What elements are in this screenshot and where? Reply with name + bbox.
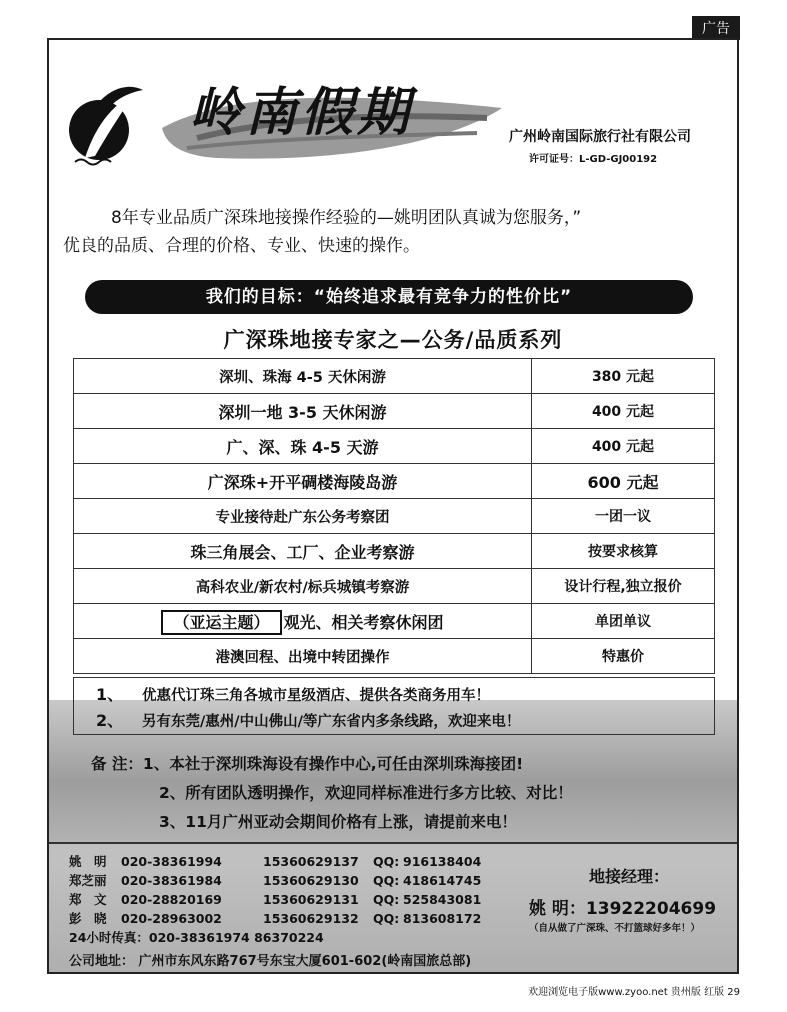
advertisement-frame [47,38,739,974]
manager-phone: 姚 明：13922204699 [529,899,717,919]
remark-item: 2、所有团队透明操作，欢迎同样标准进行多方比较、对比！ [159,784,573,802]
table-row [74,359,715,394]
table-row [74,604,715,639]
tour-price: 特惠价 [532,639,715,674]
tour-price: 600 元起 [532,464,715,499]
table-row [74,569,715,604]
remark-item: 1、本社于深圳珠海设有操作中心,可任由深圳珠海接团! [142,755,524,773]
remarks [91,750,573,837]
company-address: 公司地址： 广州市东风东路767号东宝大厦601-602(岭南国旅总部) [69,954,472,969]
table-row [74,499,715,534]
tour-name: 深圳、珠海 4-5 天休闲游 [74,359,532,394]
tour-price: 380 元起 [532,359,715,394]
tour-price: 400 元起 [532,394,715,429]
table-row [74,394,715,429]
contact-qq: 813608172 [403,911,482,926]
license-number: 许可证号：L-GD-GJ00192 [529,154,658,165]
manager-title: 地接经理： [589,867,670,886]
contact-tel: 020-28963002 [121,911,222,926]
company-name: 广州岭南国际旅行社有限公司 [509,129,691,145]
list-item [96,682,714,708]
qq-label: QQ: [373,873,400,888]
contact-mobile: 15360629131 [263,892,359,907]
contact-name: 郑 文 [69,892,107,907]
table-row [74,639,715,674]
contact-qq: 916138404 [403,854,482,869]
tour-price: 按要求核算 [532,534,715,569]
tour-name: 专业接待赴广东公务考察团 [74,499,532,534]
asian-games-tag: （亚运主题） [161,610,281,635]
goal-banner: 我们的目标：“始终追求最有竞争力的性价比” [85,280,693,314]
service-text: 优惠代订珠三角各城市星级酒店、提供各类商务用车！ [142,688,490,704]
page-footer: 欢迎浏览电子版www.zyoo.net 贵州版 红版 29 [528,987,740,998]
qq-label: QQ: [373,854,400,869]
contact-mobile: 15360629130 [263,873,359,888]
qq-label: QQ: [373,892,400,907]
tour-name: 深圳一地 3-5 天休闲游 [74,394,532,429]
contact-row [69,871,481,889]
tour-price: 设计行程,独立报价 [532,569,715,604]
ad-tag: 广告 [692,16,740,40]
table-row [74,464,715,499]
tour-price: 单团单议 [532,604,715,639]
contact-row [69,890,481,908]
contact-name: 彭 晓 [69,911,107,926]
contact-name: 姚 明 [69,854,107,869]
contact-tel: 020-28820169 [121,892,222,907]
fax-line: 24小时传真：020-38361974 86370224 [69,930,324,945]
tour-name [74,604,532,639]
intro-line-2: 优良的品质、合理的价格、专业、快速的操作。 [63,236,420,256]
remark-item: 3、11月广州亚动会期间价格有上涨，请提前来电！ [159,813,517,831]
tour-price: 一团一议 [532,499,715,534]
service-number: 1、 [96,685,124,704]
tour-name: 广、深、珠 4-5 天游 [74,429,532,464]
contact-mobile: 15360629137 [263,854,359,869]
tour-name: 高科农业/新农村/标兵城镇考察游 [74,569,532,604]
contact-tel: 020-38361984 [121,873,222,888]
contact-tel: 020-38361994 [121,854,222,869]
contact-row [69,852,481,870]
tour-name-text: 观光、相关考察休闲团 [283,612,444,632]
service-number: 2、 [96,711,124,730]
contact-row [69,909,481,927]
intro-text [63,204,727,260]
services-box [73,677,715,735]
contact-qq: 525843081 [403,892,482,907]
brand-logo-icon [65,78,145,168]
list-item [96,708,714,734]
contact-panel [49,842,737,974]
intro-line-1: 8年专业品质广深珠地接操作经验的—姚明团队真诚为您服务，” [111,208,582,228]
brand-name: 岭南假期 [189,82,414,143]
tour-name: 广深珠+开平碉楼海陵岛游 [74,464,532,499]
tour-price: 400 元起 [532,429,715,464]
qq-label: QQ: [373,911,400,926]
contact-mobile: 15360629132 [263,911,359,926]
tour-name: 珠三角展会、工厂、企业考察游 [74,534,532,569]
contact-name: 郑芝丽 [69,873,107,888]
series-heading: 广深珠地接专家之—公务/品质系列 [223,328,563,352]
table-row [74,534,715,569]
tour-price-table [73,358,715,674]
manager-note: （自从做了广深珠、不打篮球好多年！） [529,923,701,934]
tour-name: 港澳回程、出境中转团操作 [74,639,532,674]
service-text: 另有东莞/惠州/中山佛山/等广东省内多条线路，欢迎来电！ [142,714,521,730]
remarks-label: 备 注： [91,755,143,773]
contact-qq: 418614745 [403,873,482,888]
table-row [74,429,715,464]
